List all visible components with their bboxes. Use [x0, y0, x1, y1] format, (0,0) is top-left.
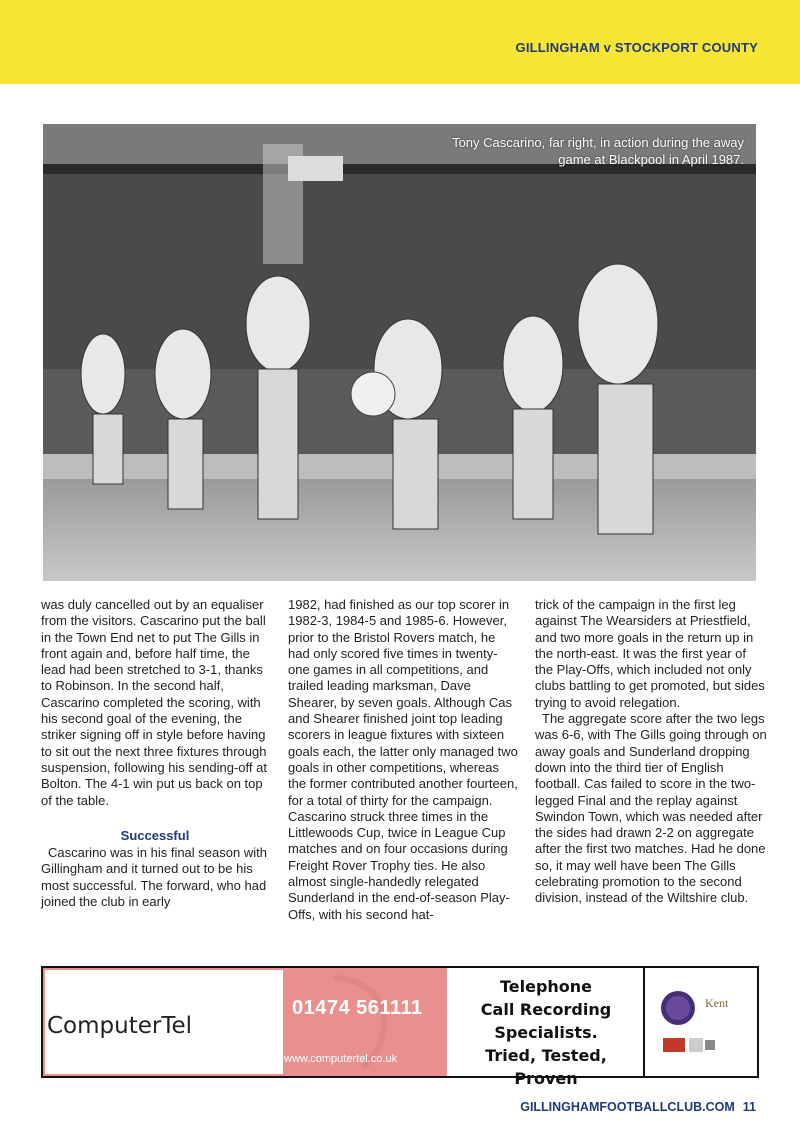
- computertel-advert[interactable]: [41, 966, 759, 1088]
- article-subheading: Successful: [120, 827, 190, 843]
- kent-badge: Kent: [705, 996, 729, 1010]
- footer-website: GILLINGHAMFOOTBALLCLUB.COM: [520, 1100, 735, 1114]
- page-number: 11: [742, 1100, 756, 1114]
- tagline-line: Specialists.: [494, 1023, 598, 1042]
- advert-tagline: [451, 968, 641, 1088]
- match-photo-illustration: [43, 124, 756, 581]
- article-column-3: [535, 597, 767, 907]
- article-paragraph: trick of the campaign in the first leg against The Wearsiders at Priestfield, and two more goals in the return up in the north-east. It was the first year of the Play-Offs, which included not only clubs battling to get promoted, but sides trying to avoid relegation.: [535, 597, 765, 710]
- article-column-1: [41, 597, 269, 910]
- tagline-line: Call Recording: [480, 1000, 612, 1019]
- page-footer: [520, 1100, 756, 1114]
- article-paragraph: The aggregate score after the two legs was 6-6, with The Gills going through on away goals and Sunderland dropping down into the third tier of English football. Cas failed to score in the two-legged Final and the replay against Swindon Town, which was needed after the sides had drawn 2-2 on aggregate after the first two matches. Had he done so, it may well have been The Gills celebrating promotion to the second division, instead of the Wiltshire club.: [535, 711, 767, 906]
- advert-award-badges: [643, 968, 759, 1076]
- article-column-2: [288, 597, 518, 923]
- match-title: GILLINGHAM v STOCKPORT COUNTY: [515, 40, 758, 55]
- article-paragraph: Cascarino was in his final season with Gillingham and it turned out to be his most successful. The forward, who had joined the club in early: [41, 845, 267, 910]
- article-paragraph: 1982, had finished as our top scorer in 1982-3, 1984-5 and 1985-6. However, prior to the Bristol Rovers match, he had only scored five times in twenty-one games in all competitions, and trailed leading marksman, Dave Shearer, by seven goals. Although Cas and Shearer finished joint top leading scorers in league fixtures with sixteen goals each, the latter only managed two goals in other competitions, whereas the former contributed another fourteen, for a total of thirty for the campaign. Cascarino struck three times in the Littlewoods Cup, twice in League Cup matches and on four occasions during Freight Rover Trophy ties. He also almost single-handedly relegated Sunderland in the end-of-season Play-Offs, with his second hat-: [288, 597, 518, 922]
- advert-brand-panel: [43, 968, 447, 1076]
- award-badges-graphic: [645, 968, 759, 1076]
- advert-phone: 01474 561111: [292, 997, 423, 1019]
- tagline-line: Tried, Tested, Proven: [485, 1046, 607, 1088]
- photo-caption: Tony Cascarino, far right, in action during the away game at Blackpool in April 1987.: [452, 135, 744, 167]
- article-paragraph: was duly cancelled out by an equaliser from the visitors. Cascarino put the ball in the Town End net to put The Gills in front again and, before half time, the lead had been stretched to 3-1, thanks to Robinson. In the second half, Cascarino completed the scoring, with his second goal of the evening, the striker signing off in style before having to sit out the next three fixtures through suspension, following his sending-off at Bolton. The 4-1 win put us back on top of the table.: [41, 597, 267, 808]
- advert-url[interactable]: www.computertel.co.uk: [284, 1053, 398, 1065]
- computertel-logo: ComputerTel: [47, 1013, 193, 1039]
- tagline-line: Telephone: [499, 977, 593, 996]
- match-photo: [43, 124, 756, 581]
